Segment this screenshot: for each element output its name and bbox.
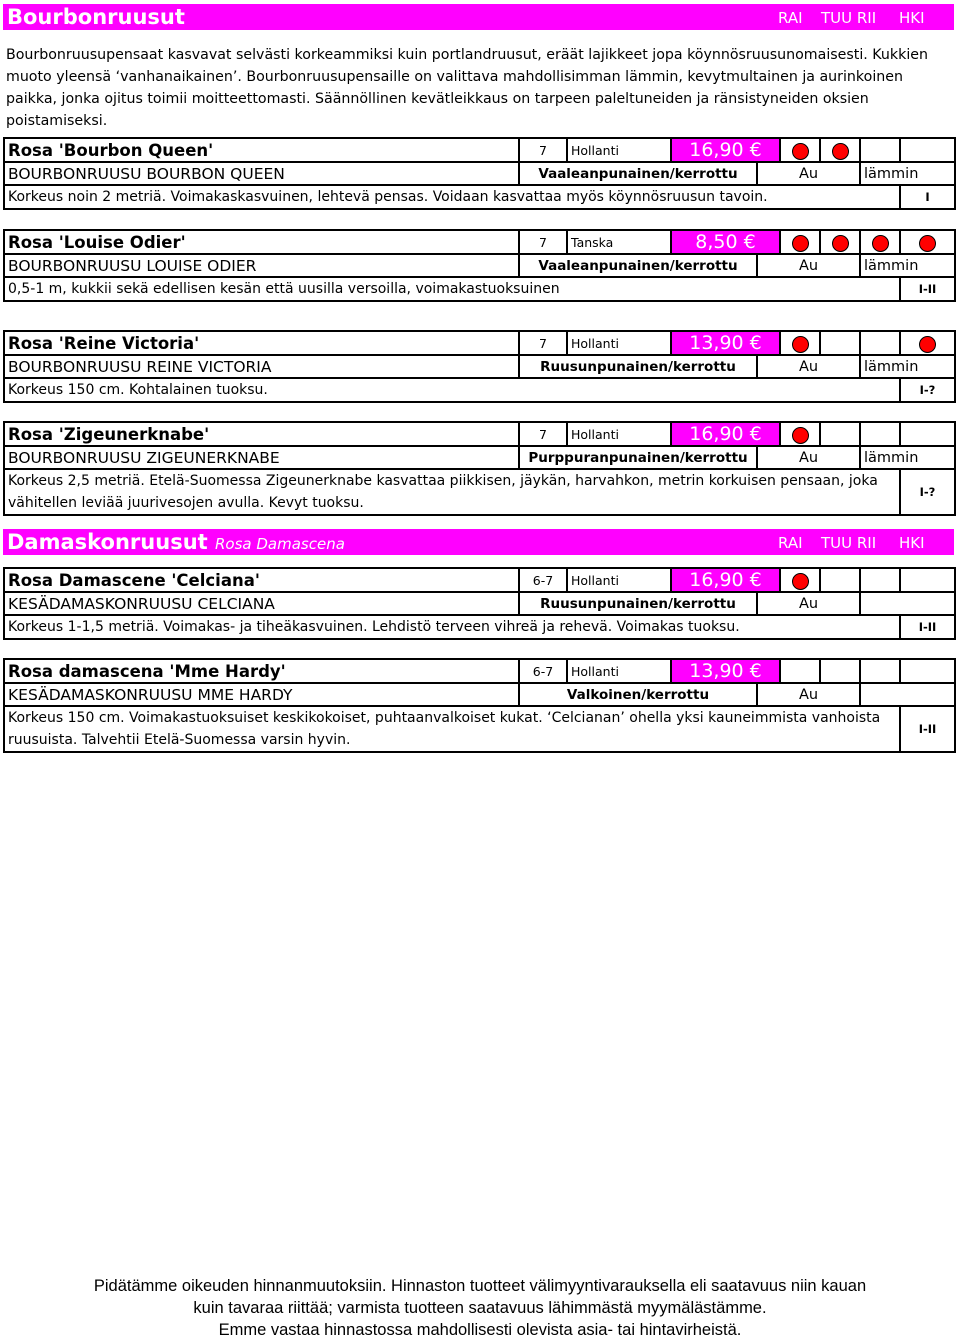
product-origin: Hollanti <box>567 331 671 355</box>
red-dot-icon <box>872 235 889 252</box>
product-table <box>3 421 956 516</box>
region-hki: HKI <box>899 9 925 27</box>
product-color: Valkoinen/kerrottu <box>519 683 757 706</box>
section-header-damask <box>3 529 954 555</box>
hardiness-dot-cell <box>820 331 860 355</box>
product-temperature: lämmin <box>860 446 955 469</box>
region-tuu-rii: TUU RII <box>821 9 877 27</box>
product-color: Purppuranpunainen/kerrottu <box>519 446 757 469</box>
hardiness-dot-cell <box>780 659 820 683</box>
section-title: Bourbonruusut <box>7 5 185 29</box>
footer-line: Pidätämme oikeuden hinnanmuutoksiin. Hinnaston tuotteet välimyyntivarauksella eli saatavuus niin kauan <box>93 1277 867 1295</box>
product-zone-code: I-II <box>900 277 955 301</box>
hardiness-dot-cell <box>900 422 955 446</box>
product-origin: Hollanti <box>567 422 671 446</box>
product-origin: Hollanti <box>567 138 671 162</box>
hardiness-dot-cell <box>820 230 860 254</box>
hardiness-dot-cell <box>900 568 955 592</box>
region-rai: RAI <box>778 9 803 27</box>
footer-disclaimer <box>0 1275 960 1341</box>
section-latin-name: Rosa Damascena <box>215 535 345 553</box>
product-name: Rosa 'Louise Odier' <box>4 230 519 254</box>
red-dot-icon <box>792 143 809 160</box>
red-dot-icon <box>792 427 809 444</box>
red-dot-icon <box>792 336 809 353</box>
product-origin: Hollanti <box>567 568 671 592</box>
region-tuu-rii: TUU RII <box>821 534 877 552</box>
product-table <box>3 137 956 210</box>
product-description: Korkeus noin 2 metriä. Voimakaskasvuinen, lehtevä pensas. Voidaan kasvattaa myös köynnösruusun tavoin. <box>4 185 900 209</box>
product-color: Ruusunpunainen/kerrottu <box>519 355 757 378</box>
product-sun: Au <box>757 355 860 378</box>
product-block <box>3 137 954 210</box>
product-zone-code: I <box>900 185 955 209</box>
product-color: Ruusunpunainen/kerrottu <box>519 592 757 615</box>
product-name: Rosa Damascene 'Celciana' <box>4 568 519 592</box>
product-name: Rosa 'Reine Victoria' <box>4 331 519 355</box>
product-sun: Au <box>757 683 860 706</box>
hardiness-dot-cell <box>900 331 955 355</box>
hardiness-dot-cell <box>860 568 900 592</box>
product-zone: 7 <box>519 230 567 254</box>
product-description: 0,5-1 m, kukkii sekä edellisen kesän että uusilla versoilla, voimakastuoksuinen <box>4 277 900 301</box>
product-color: Vaaleanpunainen/kerrottu <box>519 254 757 277</box>
product-zone-code: I-II <box>900 615 955 639</box>
section-title: Damaskonruusut Rosa Damascena <box>7 530 345 554</box>
hardiness-dot-cell <box>900 138 955 162</box>
product-block <box>3 330 954 403</box>
red-dot-icon <box>919 235 936 252</box>
product-color: Vaaleanpunainen/kerrottu <box>519 162 757 185</box>
product-block <box>3 229 954 302</box>
product-zone-code: I-II <box>900 706 955 752</box>
hardiness-dot-cell <box>860 230 900 254</box>
product-finnish-name: BOURBONRUUSU LOUISE ODIER <box>4 254 519 277</box>
hardiness-dot-cell <box>860 331 900 355</box>
product-temperature <box>860 592 955 615</box>
product-sun: Au <box>757 446 860 469</box>
product-temperature: lämmin <box>860 162 955 185</box>
product-description: Korkeus 150 cm. Kohtalainen tuoksu. <box>4 378 900 402</box>
product-block <box>3 567 954 640</box>
product-description: Korkeus 1-1,5 metriä. Voimakas- ja tiheäkasvuinen. Lehdistö terveen vihreä ja rehevä. Voimakas tuoksu. <box>4 615 900 639</box>
region-hki: HKI <box>899 534 925 552</box>
product-name: Rosa 'Bourbon Queen' <box>4 138 519 162</box>
hardiness-dot-cell <box>780 422 820 446</box>
product-description: Korkeus 150 cm. Voimakastuoksuiset keskikokoiset, puhtaanvalkoiset kukat. ‘Celcianan’ ohella yksi kauneimmista vanhoista ruusuista. Talvehtii Etelä-Suomessa varsin hyvin. <box>4 706 900 752</box>
red-dot-icon <box>792 573 809 590</box>
product-price: 16,90 € <box>671 422 780 446</box>
region-rai: RAI <box>778 534 803 552</box>
hardiness-dot-cell <box>860 138 900 162</box>
product-zone: 6-7 <box>519 568 567 592</box>
product-zone: 7 <box>519 422 567 446</box>
product-block <box>3 658 954 753</box>
product-finnish-name: KESÄDAMASKONRUUSU MME HARDY <box>4 683 519 706</box>
product-finnish-name: BOURBONRUUSU ZIGEUNERKNABE <box>4 446 519 469</box>
hardiness-dot-cell <box>820 422 860 446</box>
hardiness-dot-cell <box>860 659 900 683</box>
red-dot-icon <box>832 143 849 160</box>
product-origin: Tanska <box>567 230 671 254</box>
red-dot-icon <box>919 336 936 353</box>
product-finnish-name: BOURBONRUUSU REINE VICTORIA <box>4 355 519 378</box>
product-table <box>3 229 956 302</box>
product-table <box>3 567 956 640</box>
product-price: 16,90 € <box>671 138 780 162</box>
product-sun: Au <box>757 254 860 277</box>
product-zone-code: I-? <box>900 469 955 515</box>
product-sun: Au <box>757 592 860 615</box>
product-finnish-name: BOURBONRUUSU BOURBON QUEEN <box>4 162 519 185</box>
hardiness-dot-cell <box>860 422 900 446</box>
hardiness-dot-cell <box>900 659 955 683</box>
product-finnish-name: KESÄDAMASKONRUUSU CELCIANA <box>4 592 519 615</box>
product-block <box>3 421 954 516</box>
section-header-bourbon <box>3 4 954 30</box>
product-temperature <box>860 683 955 706</box>
product-price: 13,90 € <box>671 331 780 355</box>
hardiness-dot-cell <box>900 230 955 254</box>
hardiness-dot-cell <box>780 568 820 592</box>
red-dot-icon <box>792 235 809 252</box>
product-temperature: lämmin <box>860 355 955 378</box>
product-table <box>3 658 956 753</box>
footer-line: kuin tavaraa riittää; varmista tuotteen saatavuus lähimmästä myymälästämme. <box>193 1299 767 1317</box>
red-dot-icon <box>832 235 849 252</box>
hardiness-dot-cell <box>780 331 820 355</box>
product-sun: Au <box>757 162 860 185</box>
product-temperature: lämmin <box>860 254 955 277</box>
product-zone: 7 <box>519 138 567 162</box>
product-price: 16,90 € <box>671 568 780 592</box>
hardiness-dot-cell <box>780 138 820 162</box>
product-price: 13,90 € <box>671 659 780 683</box>
product-zone: 6-7 <box>519 659 567 683</box>
product-name: Rosa damascena 'Mme Hardy' <box>4 659 519 683</box>
hardiness-dot-cell <box>820 568 860 592</box>
footer-line: Emme vastaa hinnastossa mahdollisesti olevista asia- tai hintavirheistä. <box>218 1321 742 1339</box>
hardiness-dot-cell <box>780 230 820 254</box>
product-description: Korkeus 2,5 metriä. Etelä-Suomessa Zigeunerknabe kasvattaa piikkisen, jäykän, harvahkon, metrin korkuisen pensaan, joka vähitellen leviää juurivesojen avulla. Kevyt tuoksu. <box>4 469 900 515</box>
product-table <box>3 330 956 403</box>
hardiness-dot-cell <box>820 138 860 162</box>
product-origin: Hollanti <box>567 659 671 683</box>
hardiness-dot-cell <box>820 659 860 683</box>
section-intro: Bourbonruusupensaat kasvavat selvästi korkeammiksi kuin portlandruusut, eräät lajikkeet jopa köynnösruusunomaisesti. Kukkien muoto yleensä ‘vanhanaikainen’. Bourbonruusupensaille on valittava mahdollisimman lämmin, kevytmultainen ja aurinkoinen paikka, jonka ojitus toimii moitteettomasti. Säännöllinen kevätleikkaus on tarpeen paleltuneiden ja ränsistyneiden oksien poistamiseksi. <box>6 47 928 129</box>
product-price: 8,50 € <box>671 230 780 254</box>
product-name: Rosa 'Zigeunerknabe' <box>4 422 519 446</box>
product-zone: 7 <box>519 331 567 355</box>
product-zone-code: I-? <box>900 378 955 402</box>
